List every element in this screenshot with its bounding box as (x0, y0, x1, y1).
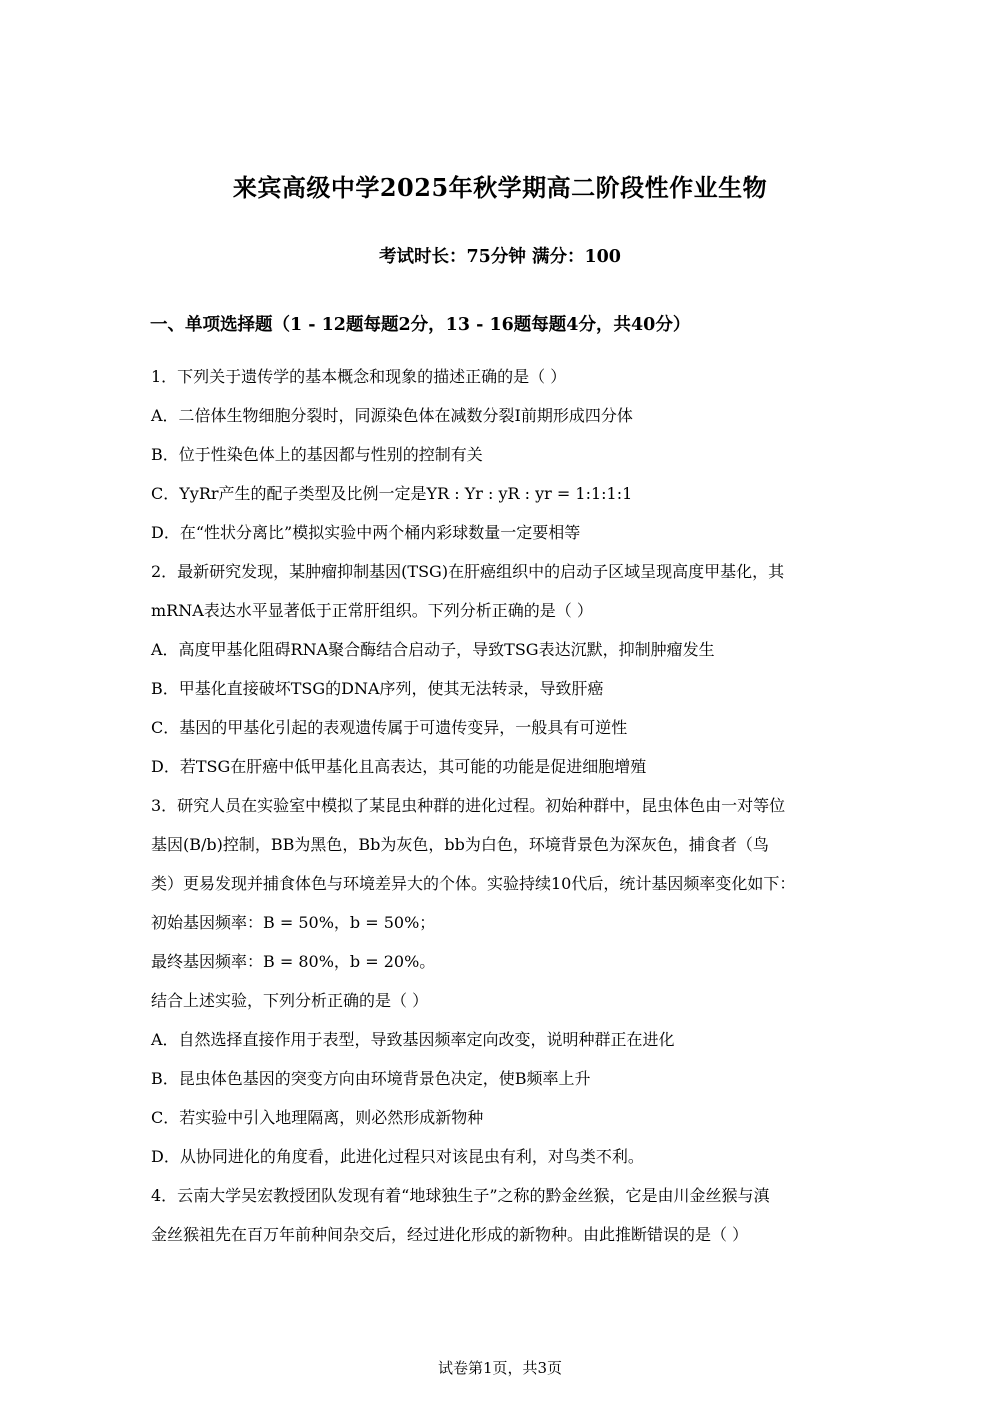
question-3-option-c: C．若实验中引入地理隔离，则必然形成新物种 (151, 1108, 484, 1127)
page-footer: 试卷第1页，共3页 (437, 1359, 563, 1377)
exam-info: 考试时长：75分钟 满分：100 (379, 247, 621, 267)
question-3-stem: 3．研究人员在实验室中模拟了某昆虫种群的进化过程。初始种群中，昆虫体色由一对等位 (151, 796, 786, 815)
question-2-stem: mRNA表达水平显著低于正常肝组织。下列分析正确的是（ ） (151, 601, 593, 620)
question-4-stem: 金丝猴祖先在百万年前种间杂交后，经过进化形成的新物种。由此推断错误的是（ ） (151, 1225, 749, 1244)
question-1-option-c: C．YyRr产生的配子类型及比例一定是YR : Yr : yR : yr = 1:1:1:1 (151, 484, 633, 503)
question-2-option-c: C．基因的甲基化引起的表观遗传属于可遗传变异，一般具有可逆性 (151, 718, 628, 737)
question-1-stem: 1．下列关于遗传学的基本概念和现象的描述正确的是（ ） (151, 367, 567, 386)
question-3-option-b: B．昆虫体色基因的突变方向由环境背景色决定，使B频率上升 (151, 1069, 591, 1088)
question-2-option-d: D．若TSG在肝癌中低甲基化且高表达，其可能的功能是促进细胞增殖 (151, 757, 647, 776)
question-3-stem: 类）更易发现并捕食体色与环境差异大的个体。实验持续10代后，统计基因频率变化如下： (151, 874, 796, 893)
question-1-option-d: D．在“性状分离比”模拟实验中两个桶内彩球数量一定要相等 (151, 523, 581, 542)
question-3-option-a: A．自然选择直接作用于表型，导致基因频率定向改变，说明种群正在进化 (151, 1030, 675, 1049)
question-2-option-b: B．甲基化直接破坏TSG的DNA序列，使其无法转录，导致肝癌 (151, 679, 604, 698)
question-3-initial-frequency: 初始基因频率：B = 50%，b = 50%； (151, 913, 436, 932)
page-title: 来宾高级中学2025年秋学期高二阶段性作业生物 (232, 173, 768, 202)
question-2-stem: 2．最新研究发现，某肿瘤抑制基因(TSG)在肝癌组织中的启动子区域呈现高度甲基化，其 (151, 562, 785, 581)
question-3-prompt: 结合上述实验，下列分析正确的是（ ） (151, 991, 429, 1010)
section-header: 一、单项选择题（1 - 12题每题2分，13 - 16题每题4分，共40分） (150, 315, 691, 335)
question-3-final-frequency: 最终基因频率：B = 80%，b = 20%。 (151, 952, 436, 971)
question-3-stem: 基因(B/b)控制，BB为黑色，Bb为灰色，bb为白色，环境背景色为深灰色，捕食者（鸟 (151, 835, 769, 854)
question-1-option-a: A．二倍体生物细胞分裂时，同源染色体在减数分裂Ⅰ前期形成四分体 (151, 406, 633, 425)
question-3-option-d: D．从协同进化的角度看，此进化过程只对该昆虫有利，对鸟类不利。 (151, 1147, 644, 1166)
question-1-option-b: B．位于性染色体上的基因都与性别的控制有关 (151, 445, 483, 464)
question-4-stem: 4．云南大学吴宏教授团队发现有着“地球独生子”之称的黔金丝猴，它是由川金丝猴与滇 (151, 1186, 770, 1205)
question-2-option-a: A．高度甲基化阻碍RNA聚合酶结合启动子，导致TSG表达沉默，抑制肿瘤发生 (151, 640, 715, 659)
